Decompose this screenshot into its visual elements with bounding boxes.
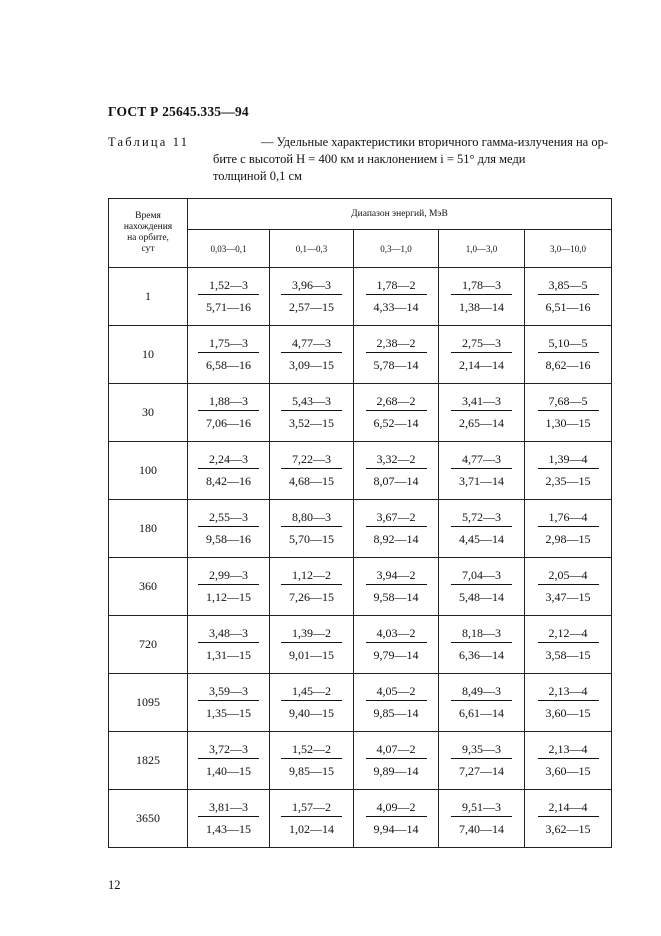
- fraction-value: [366, 452, 427, 488]
- fraction-value: [451, 742, 512, 778]
- value-cell: [270, 268, 354, 326]
- fraction-value: [451, 800, 512, 836]
- range-header-cell: 0,1—0,3: [270, 230, 354, 268]
- numerator: 1,76—4: [538, 510, 599, 527]
- numerator: 3,96—3: [281, 278, 342, 295]
- numerator: 7,04—3: [451, 568, 512, 585]
- numerator: 9,51—3: [451, 800, 512, 817]
- numerator: 2,14—4: [538, 800, 599, 817]
- fraction-value: [538, 684, 599, 720]
- denominator: 9,58—14: [373, 589, 419, 604]
- denominator: 1,30—15: [545, 415, 591, 430]
- caption-line-3: толщиной 0,1 см: [213, 169, 302, 183]
- numerator: 5,72—3: [451, 510, 512, 527]
- denominator: 4,33—14: [373, 299, 419, 314]
- numerator: 1,39—2: [281, 626, 342, 643]
- value-cell: [188, 616, 270, 674]
- fraction-value: [538, 800, 599, 836]
- numerator: 2,13—4: [538, 684, 599, 701]
- denominator: 2,57—15: [289, 299, 334, 314]
- fraction-value: [281, 568, 342, 604]
- value-cell: [188, 442, 270, 500]
- fraction-value: [538, 452, 599, 488]
- value-cell: [525, 790, 612, 848]
- fraction-value: [366, 510, 427, 546]
- fraction-value: [281, 394, 342, 430]
- table-row: [109, 442, 612, 500]
- denominator: 1,12—15: [206, 589, 251, 604]
- fraction-value: [451, 394, 512, 430]
- numerator: 8,80—3: [281, 510, 342, 527]
- value-cell: [525, 384, 612, 442]
- denominator: 6,52—14: [373, 415, 419, 430]
- value-cell: [270, 384, 354, 442]
- value-cell: [525, 674, 612, 732]
- fraction-value: [366, 568, 427, 604]
- value-cell: [439, 732, 525, 790]
- value-cell: [354, 616, 439, 674]
- numerator: 3,59—3: [198, 684, 259, 701]
- fraction-value: [198, 626, 259, 662]
- numerator: 5,43—3: [281, 394, 342, 411]
- value-cell: [439, 384, 525, 442]
- numerator: 4,03—2: [366, 626, 427, 643]
- numerator: 5,10—5: [538, 336, 599, 353]
- fraction-value: [538, 742, 599, 778]
- value-cell: [439, 616, 525, 674]
- value-cell: [439, 500, 525, 558]
- numerator: 1,78—3: [451, 278, 512, 295]
- value-cell: [188, 326, 270, 384]
- time-column-header: Время нахождения на орбите, сут: [109, 199, 188, 268]
- denominator: 6,58—16: [206, 357, 251, 372]
- value-cell: [270, 616, 354, 674]
- denominator: 1,35—15: [206, 705, 251, 720]
- value-cell: [439, 268, 525, 326]
- numerator: 4,05—2: [366, 684, 427, 701]
- denominator: 9,79—14: [373, 647, 419, 662]
- fraction-value: [198, 568, 259, 604]
- value-cell: [188, 732, 270, 790]
- value-cell: [354, 790, 439, 848]
- value-cell: [188, 500, 270, 558]
- denominator: 7,26—15: [289, 589, 334, 604]
- fraction-value: [198, 452, 259, 488]
- denominator: 9,94—14: [373, 821, 419, 836]
- fraction-value: [198, 800, 259, 836]
- table-row: [109, 558, 612, 616]
- energy-range-header: Диапазон энергий, МэВ: [188, 199, 612, 230]
- numerator: 8,49—3: [451, 684, 512, 701]
- fraction-value: [538, 568, 599, 604]
- table-row: [109, 616, 612, 674]
- numerator: 2,55—3: [198, 510, 259, 527]
- numerator: 1,12—2: [281, 568, 342, 585]
- page-number: 12: [108, 878, 121, 892]
- value-cell: [525, 732, 612, 790]
- fraction-value: [281, 278, 342, 314]
- denominator: 7,06—16: [206, 415, 251, 430]
- denominator: 9,40—15: [289, 705, 334, 720]
- range-header-cell: 3,0—10,0: [525, 230, 612, 268]
- numerator: 3,41—3: [451, 394, 512, 411]
- numerator: 4,77—3: [281, 336, 342, 353]
- document-code: ГОСТ Р 25645.335—94: [108, 104, 249, 119]
- fraction-value: [451, 452, 512, 488]
- denominator: 3,60—15: [545, 763, 591, 778]
- value-cell: [354, 732, 439, 790]
- fraction-value: [366, 800, 427, 836]
- numerator: 2,24—3: [198, 452, 259, 469]
- denominator: 2,14—14: [459, 357, 504, 372]
- value-cell: [354, 674, 439, 732]
- value-cell: [439, 442, 525, 500]
- fraction-value: [281, 684, 342, 720]
- row-time-label: 360: [109, 558, 188, 616]
- numerator: 1,78—2: [366, 278, 427, 295]
- fraction-value: [451, 510, 512, 546]
- table-row: [109, 268, 612, 326]
- denominator: 9,01—15: [289, 647, 334, 662]
- data-table: [108, 198, 612, 848]
- numerator: 7,68—5: [538, 394, 599, 411]
- value-cell: [354, 442, 439, 500]
- table-row: [109, 384, 612, 442]
- fraction-value: [281, 800, 342, 836]
- denominator: 8,62—16: [545, 357, 591, 372]
- denominator: 1,43—15: [206, 821, 251, 836]
- numerator: 3,85—5: [538, 278, 599, 295]
- denominator: 3,60—15: [545, 705, 591, 720]
- fraction-value: [538, 336, 599, 372]
- value-cell: [525, 500, 612, 558]
- fraction-value: [451, 684, 512, 720]
- denominator: 1,02—14: [289, 821, 334, 836]
- denominator: 8,42—16: [206, 473, 251, 488]
- table-row: [109, 326, 612, 384]
- numerator: 4,77—3: [451, 452, 512, 469]
- fraction-value: [451, 278, 512, 314]
- numerator: 1,52—3: [198, 278, 259, 295]
- value-cell: [188, 790, 270, 848]
- denominator: 7,27—14: [459, 763, 504, 778]
- numerator: 3,94—2: [366, 568, 427, 585]
- numerator: 4,09—2: [366, 800, 427, 817]
- fraction-value: [281, 742, 342, 778]
- denominator: 3,47—15: [545, 589, 591, 604]
- fraction-value: [281, 336, 342, 372]
- value-cell: [354, 268, 439, 326]
- table-row: [109, 732, 612, 790]
- value-cell: [525, 442, 612, 500]
- value-cell: [270, 674, 354, 732]
- value-cell: [270, 790, 354, 848]
- value-cell: [188, 674, 270, 732]
- numerator: 2,75—3: [451, 336, 512, 353]
- value-cell: [354, 326, 439, 384]
- value-cell: [525, 326, 612, 384]
- fraction-value: [538, 278, 599, 314]
- row-time-label: 10: [109, 326, 188, 384]
- denominator: 2,98—15: [545, 531, 591, 546]
- fraction-value: [538, 394, 599, 430]
- denominator: 5,71—16: [206, 299, 251, 314]
- fraction-value: [198, 336, 259, 372]
- value-cell: [188, 558, 270, 616]
- numerator: 8,18—3: [451, 626, 512, 643]
- table-caption: [108, 134, 608, 185]
- value-cell: [354, 500, 439, 558]
- value-cell: [270, 442, 354, 500]
- denominator: 7,40—14: [459, 821, 504, 836]
- fraction-value: [366, 684, 427, 720]
- value-cell: [439, 674, 525, 732]
- denominator: 9,89—14: [373, 763, 419, 778]
- table-row: [109, 674, 612, 732]
- numerator: 3,67—2: [366, 510, 427, 527]
- fraction-value: [366, 336, 427, 372]
- denominator: 9,85—15: [289, 763, 334, 778]
- denominator: 9,85—14: [373, 705, 419, 720]
- value-cell: [525, 268, 612, 326]
- value-cell: [270, 558, 354, 616]
- denominator: 2,35—15: [545, 473, 591, 488]
- numerator: 1,75—3: [198, 336, 259, 353]
- caption-title-start: — Удельные характеристики вторичного гамма-излучения на ор-: [260, 135, 608, 149]
- numerator: 9,35—3: [451, 742, 512, 759]
- denominator: 6,36—14: [459, 647, 504, 662]
- value-cell: [439, 326, 525, 384]
- table-row: [109, 790, 612, 848]
- value-cell: [270, 732, 354, 790]
- numerator: 1,45—2: [281, 684, 342, 701]
- denominator: 3,52—15: [289, 415, 334, 430]
- numerator: 1,52—2: [281, 742, 342, 759]
- fraction-value: [281, 626, 342, 662]
- numerator: 2,05—4: [538, 568, 599, 585]
- numerator: 2,99—3: [198, 568, 259, 585]
- row-time-label: 30: [109, 384, 188, 442]
- fraction-value: [281, 510, 342, 546]
- value-cell: [354, 384, 439, 442]
- denominator: 6,51—16: [545, 299, 591, 314]
- numerator: 3,32—2: [366, 452, 427, 469]
- value-cell: [525, 558, 612, 616]
- denominator: 3,62—15: [545, 821, 591, 836]
- table-row: [109, 500, 612, 558]
- fraction-value: [451, 626, 512, 662]
- table-body: [109, 268, 612, 848]
- fraction-value: [538, 626, 599, 662]
- value-cell: [188, 384, 270, 442]
- denominator: 4,45—14: [459, 531, 504, 546]
- denominator: 5,78—14: [373, 357, 419, 372]
- fraction-value: [198, 394, 259, 430]
- table-label: Таблица 11: [108, 135, 190, 149]
- value-cell: [525, 616, 612, 674]
- fraction-value: [538, 510, 599, 546]
- row-time-label: 1: [109, 268, 188, 326]
- fraction-value: [198, 510, 259, 546]
- value-cell: [439, 790, 525, 848]
- row-time-label: 720: [109, 616, 188, 674]
- denominator: 6,61—14: [459, 705, 504, 720]
- range-header-cell: 1,0—3,0: [439, 230, 525, 268]
- numerator: 4,07—2: [366, 742, 427, 759]
- fraction-value: [366, 742, 427, 778]
- fraction-value: [451, 336, 512, 372]
- row-time-label: 1825: [109, 732, 188, 790]
- numerator: 3,81—3: [198, 800, 259, 817]
- denominator: 5,48—14: [459, 589, 504, 604]
- denominator: 1,40—15: [206, 763, 251, 778]
- numerator: 2,12—4: [538, 626, 599, 643]
- denominator: 3,71—14: [459, 473, 504, 488]
- range-header-cell: 0,03—0,1: [188, 230, 270, 268]
- fraction-value: [281, 452, 342, 488]
- fraction-value: [366, 626, 427, 662]
- numerator: 1,88—3: [198, 394, 259, 411]
- row-time-label: 3650: [109, 790, 188, 848]
- denominator: 9,58—16: [206, 531, 251, 546]
- fraction-value: [198, 278, 259, 314]
- numerator: 1,39—4: [538, 452, 599, 469]
- denominator: 3,09—15: [289, 357, 334, 372]
- row-time-label: 100: [109, 442, 188, 500]
- fraction-value: [198, 684, 259, 720]
- value-cell: [439, 558, 525, 616]
- row-time-label: 180: [109, 500, 188, 558]
- fraction-value: [366, 278, 427, 314]
- range-header-cell: 0,3—1,0: [354, 230, 439, 268]
- denominator: 8,92—14: [373, 531, 419, 546]
- fraction-value: [198, 742, 259, 778]
- numerator: 2,68—2: [366, 394, 427, 411]
- value-cell: [270, 500, 354, 558]
- value-cell: [354, 558, 439, 616]
- numerator: 2,38—2: [366, 336, 427, 353]
- caption-line-2: бите с высотой H = 400 км и наклонением i = 51° для меди: [213, 152, 526, 166]
- denominator: 3,58—15: [545, 647, 591, 662]
- numerator: 3,48—3: [198, 626, 259, 643]
- fraction-value: [366, 394, 427, 430]
- denominator: 8,07—14: [373, 473, 419, 488]
- denominator: 1,38—14: [459, 299, 504, 314]
- numerator: 2,13—4: [538, 742, 599, 759]
- denominator: 2,65—14: [459, 415, 504, 430]
- caption-line-1: [108, 134, 608, 151]
- numerator: 7,22—3: [281, 452, 342, 469]
- value-cell: [270, 326, 354, 384]
- numerator: 3,72—3: [198, 742, 259, 759]
- value-cell: [188, 268, 270, 326]
- denominator: 1,31—15: [206, 647, 251, 662]
- denominator: 4,68—15: [289, 473, 334, 488]
- denominator: 5,70—15: [289, 531, 334, 546]
- fraction-value: [451, 568, 512, 604]
- numerator: 1,57—2: [281, 800, 342, 817]
- row-time-label: 1095: [109, 674, 188, 732]
